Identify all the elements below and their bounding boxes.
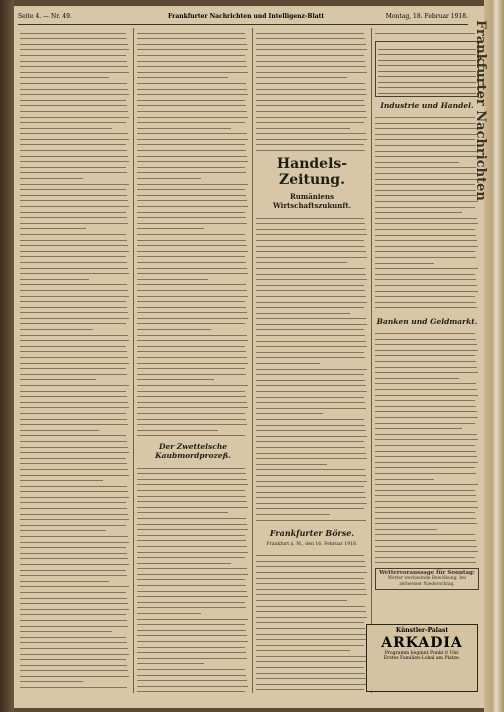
article-heading: Der Zwettelsche Kaubmordprozeß. <box>155 442 231 460</box>
print-line <box>20 688 128 693</box>
header-date: Montag, 18. Februar 1918. <box>385 13 468 20</box>
print-line <box>375 558 476 564</box>
ad-name: ARKADIA <box>381 635 463 651</box>
print-line <box>375 308 437 312</box>
print-line <box>256 521 367 525</box>
print-line <box>375 34 476 38</box>
section-title-banken: Banken und Geldmarkt. <box>376 316 478 326</box>
print-line <box>137 436 246 438</box>
section-title-handels: Handels-Zeitung. <box>276 156 348 188</box>
column-rule <box>371 28 372 693</box>
text-column-3 <box>256 28 368 693</box>
section-title-borse: Frankfurter Börse. <box>269 528 355 538</box>
borse-date: Frankfurt a. M., den 16. Februar 1918. <box>266 542 358 547</box>
adjacent-page-text: Frankfurter Nachrichten <box>473 20 488 201</box>
column-rule <box>133 28 134 693</box>
binding-spine <box>0 0 14 712</box>
header-masthead: Frankfurter Nachrichten und Intelligenz-Blatt <box>168 13 325 20</box>
print-line <box>256 690 365 693</box>
adjacent-page-edge <box>473 0 504 712</box>
exchange-table <box>375 41 479 97</box>
ad-line: Künstler-Palast <box>395 627 449 634</box>
print-line <box>137 692 246 693</box>
ad-line: Erstes Familien-Lokal am Platze. <box>383 656 461 661</box>
print-line <box>256 151 366 152</box>
text-column-4 <box>375 28 479 618</box>
advertisement-arkadia <box>366 624 478 692</box>
text-column-1 <box>20 28 130 693</box>
header-page-number: Seite 4. — Nr. 49. <box>18 13 72 20</box>
section-title-industrie: Industrie und Handel. <box>380 100 474 110</box>
column-rule <box>252 28 253 693</box>
weather-text: Wetter wechselnde Bewölkung, bei zeitweiser Niederschlag. <box>387 576 467 587</box>
page-header <box>18 10 468 25</box>
weather-title: Wettervoraussage für Sonntag: <box>379 569 475 576</box>
ad-line: Programm beginnt Punkt 8 Uhr. <box>384 651 460 656</box>
text-column-2 <box>137 28 249 693</box>
table-row <box>378 88 476 94</box>
weather-box <box>375 568 479 591</box>
section-subtitle: Rumäniens Wirtschaftszukunft. <box>272 192 352 210</box>
